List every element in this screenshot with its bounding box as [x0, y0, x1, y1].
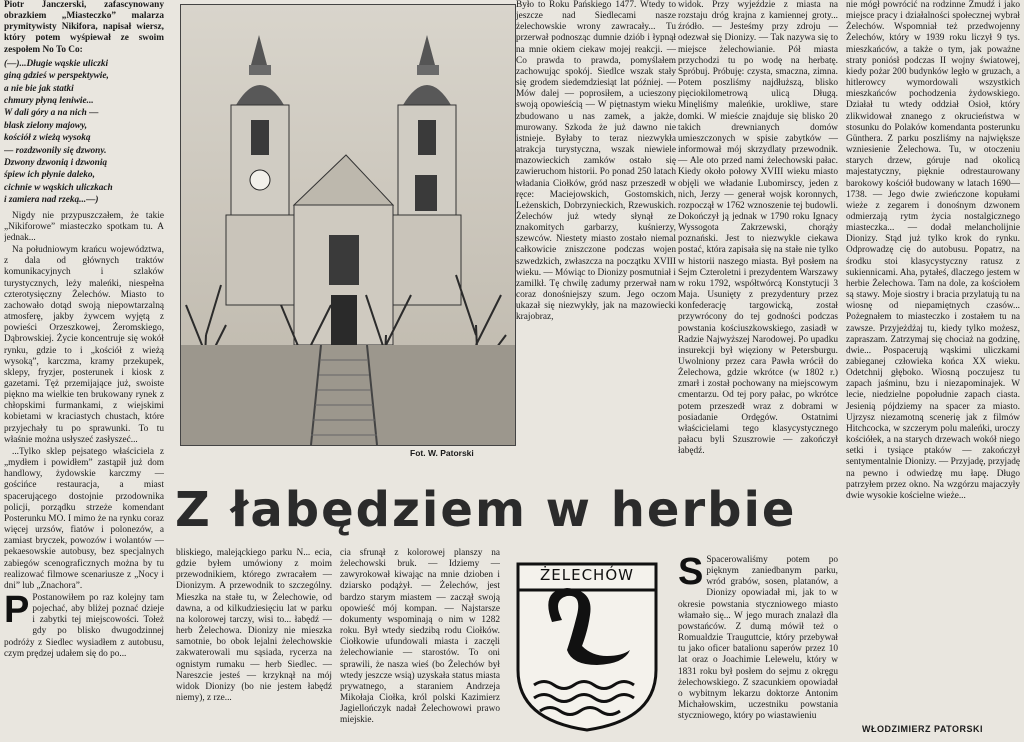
paragraph-text: Spacerowaliśmy potem po pięknym zaniedbanym parku, wród grabów, sosen, platanów, a Dionizy opowiadał mi, jak to w okresie powstania styczniowego miasto włamało się... W jego murach znalazł dla powstańców. Z dumą mówił też o Romualdzie Trauguttcie, który przebywał tu jako oficer batalionu saperów przez 10 lat oraz o Joachimie Lelewelu, który w 1831 roku był posłem do sejmu z okręgu żelechowskiego. Z szacunkiem opowiadał o wybitnym lekarzu doktorze Antonim Michałowskim, uczestniku powstania styczniowego, który po wiastawieniu	[678, 555, 838, 722]
poem-line: kościół z wieżą wysoką	[4, 133, 91, 144]
dropcap-p: P	[4, 588, 30, 631]
paragraph: cia sfrunął z kolorowej planszy na żelechowski bruk. — Idziemy — zawyrokował kiwając na mnie dzioben i dziarsko podążył. — Żelechów, jest bardzo starym miastem — zaczął swoją opowieść mój kompan. — Najstarsze dokumenty wspominają o nim w 1282 roku. Był wtedy siedzibą rodu Ciołków. Ciołkowie ufundowali miasta i zaczęli żelechowianie — starostów. To oni sprawili, że nasza wieś (bo Żelechów był wtedy jeszcze wsią) uzyskała status miasta prywatnego, a staraniem Andrzeja Mikołaja Ciołka, król polski Kazimierz Jagiellończyk nadał Żelechowowi prawo miejskie.	[340, 548, 500, 726]
author-byline: WŁODZIMIERZ PATORSKI	[862, 724, 983, 734]
coat-of-arms	[512, 560, 662, 732]
column-6	[846, 0, 1020, 718]
column-4	[516, 0, 676, 480]
paragraph: widok. Przy wyjeździe z miasta na rozstaju dróg krajna z kamiennej groty... źródło. — Jesteśmy przy zdroju — odezwał się Dionizy. — Tak nazywa się to miejsce żelechowianie. Pół miasta przychodzi tu po wodę na herbatę. Spróbuj. Próbuję: czysta, smaczna, zimna. Potem poszliśmy najdłuższą, blisko pięciokilometrową ulicą Długą. Minęliśmy maleńkie, urokliwe, stare domki. W mieście znajduje się blisko 20 takich drewnianych domów umieszczonych w spisie zabytków — informował mój skrzydlaty przewodnik. — Ale oto przed nami żelechowski pałac. Kiedy około połowy XVIII wieku miasto objęli we władanie Lubomirscy, jeden z nich, Jerzy — generał wojsk koronnych, rozpoczął w 1762 wznoszenie tej budowli. Dokończył ją jednak w 1790 roku Ignacy Wyssogota Zakrzewski, chorąży poznański. Jest to niezwykle ciekawa postać, która zapisała się na stałe nie tylko w historii naszego miasta. Był posłem na Sejm Czteroletni i prezydentem Warszawy w roku 1792, współtwórcą Konstytucji 3 Maja. Usunięty z prezydentury przez konfederację targowicką, został przywrócony do tej godności podczas powstania kościuszkowskiego, zasiadł w Radzie Najwyższej Narodowej. Po upadku insurekcji był więziony w Petersburgu. Uwolniony przez cara Pawła wrócił do Żelechowa, gdzie wkrótce (w 1802 r.) zmarł i został pochowany na miejscowym cmentarzu. Od tej pory pałac, po wkrótce potem przeszedł wraz z dobrami w posiadanie Ordęgów. Ostatnimi właścicielami tego klasycystycznego pałacu byli Szuszrowie — zakończył łabędź.	[678, 0, 838, 457]
column-2-bottom	[176, 548, 332, 742]
poem-line: blask zielony majowy,	[4, 120, 88, 131]
poem-line: (—)...Długie wąskie uliczki	[4, 58, 109, 69]
paragraph: Nigdy nie przypuszczałem, że takie „Nikiforowe” miasteczko spotkam tu. A jednak...	[4, 210, 164, 243]
paragraph: nie mógł powrócić na rodzinne Żmudź i jako miejsce pracy i działalności społecznej wybrał Żelechów. Wspomniał też przedwojenny Żelechów, który w 1939 roku liczył 9 tys. mieszkańców, a także o tym, jak poważne straty poniósł podczas II wojny światowej, kiedy pożar 200 budynków legło w gruzach, a hitlerowcy wymordowali wszystkich mieszkańców pochodzenia żydowskiego. Działał tu wtedy oddział Osioł, który zlikwidował znanego z okrucieństwa w stosunku do Polaków komendanta posterunku Günthera. Z parku poszliśmy na największe wzniesienie Żelechowa. Tu, w otoczeniu starych drzew, góruje nad okolicą majestatyczny, pięknie odrestaurowany barokowy kościół budowany w latach 1690—1738. — Jego dwie zwieńczone kopułami wieże z zegarem i donośnym dzwonem odmierzają rytm życia nostalgicznego miasteczka... — dodał melancholijnie Dionizy. Stąd już tylko krok do rynku. Odprowadzę cię do autobusu. Popatrz, na środku stoi klasycystyczny ratusz z sukiennicami. Aha, pytałeś, dlaczego jestem w herbie Żelechowa. Tam na dole, za kościołem są stawy. Moje siostry i bracia przylatują tu na wiosnę od niepamiętnych czasów... Pożegnałem to miasteczko i zostałem tu na zawsze. Przyjeżdżaj tu, kiedy tylko możesz, zapraszam. Zatrzymaj się chociaż na godzinę, dwie... Pospacerują wąskimi uliczkami zabieganej człowieka końca XX wieku. Odetchnij głęboko. Wiosną poczujesz tu zapach jaśminu, bzu i niezapominajek. W lecie, niedzielne popołudnie zapach ciasta. Jesienią pójdziemy na spacer za miasto. Ujrzysz niezamotną scenerię jak z filmów Hitchcocka, w szczerym polu maleńki, uroczy kościółek, a na starych drzewach wokół niego setki i tysiące ptaków — zakończył sentymentalnie Dionizy. — Przyjadę, przyjadę na pewno i odwiedzę mu łapę. Długo patrzyłem przez okno. Na wzgórzu majaczyły dwie wysokie kościelne wieże...	[846, 0, 1020, 501]
poem-line: a nie bie jak statki	[4, 83, 74, 94]
poem-line: chmury płyną leniwie...	[4, 96, 94, 106]
photo-caption: Fot. W. Patorski	[410, 448, 474, 458]
poem-line: i zamiera nad rzeką...—)	[4, 195, 99, 206]
intro-paragraph: Piotr Janczerski, zafascynowany obrazkiem „Miasteczko” malarza prymitywisty Nikifora, napisał wiersz, który potem wyśpiewał ze swoim zespołem No To Co:	[4, 0, 164, 55]
paragraph-dropcap	[4, 588, 164, 660]
column-3-bottom	[340, 548, 500, 742]
dropcap-s: S	[678, 555, 704, 593]
column-5	[678, 0, 838, 545]
paragraph-dropcap	[678, 555, 838, 722]
poem-line: Dzwony dzwonią i dzwonią	[4, 158, 108, 169]
paragraph: Na południowym krańcu województwa, z dala od głównych traktów komunikacyjnych i szlaków turystycznych, leży maleńki, niespełna czterotysięczny Żelechów. Miasto to zachowało dotąd swoją niepowtarzalną atmosferę, jakby żywcem wyjętą z powieści Orzeszkowej, Żeromskiego, Dąbrowskiej. Życie koncentruje się wokół rynku, gdzie to i „kościół z wieżą wysoką”, karczma, kramy przekupek, sklepy, fryzjer, posterunek i kiosk z gazetami. Tęż przemijające już, swoiste piękno ma wielkie ten brukowany rynek z chłopskimi furmankami, z wiejskimi kobietami w kraciastych chustach, które przyjechały tu po sprawunki. To tu właśnie można usłyszeć zasłyszeć...	[4, 245, 164, 445]
poem-line: cichnie w wąskich uliczkach	[4, 182, 113, 193]
poem	[4, 58, 164, 207]
poem-line: śpiew ich płynie daleko,	[4, 170, 95, 181]
column-5-bottom	[678, 555, 838, 742]
poem-line: — rozdzwonily się dzwony.	[4, 145, 107, 156]
paragraph: Było to Roku Pańskiego 1477. Wtedy to jeszcze nad Siedlecami nasze żelechowskie wrony zawracały... Tu przerwał podnosząc dumnie dziób i łypnął na mnie okiem ciekaw mojej reakcji. — Co prawda to prawda, pomyślałem zachowując spokój. Siedlce wszak stały się grodem siedemdziesiąt lat później. — Mów dalej — poprosiłem, a ucieszony swoją opowieścią — W piętnastym wieku zbudowano u nas zamek, a jakże, murowany. Szkoda że już dawno nie istnieje. Byłaby to teraz niezwykła atrakcja turystyczna, wszak niewiele mazowieckich zamków ostało się zawieruchom historii. Po ponad 250 latach władania Ciołków, gród nasz przeszedł w ręce: Maciejowskich, Gostomskich, Leżenskich, Dobrzynieckich, Rzewuskich. Żelechów już wtedy słynął ze znakomitych garbarzy, kuśnierzy, szewców. Niestety miasto zostało niemal całkowicie zniszczone podczas wojen szwedzkich, zwłaszcza na początku XVIII wieku. — Mówiąc to Dionizy posmutniał i zamilkł. Tę chwilę zadumy przerwał nam coraz donośniejszy szum. Jego oczom ukazał się niezwykły, jak na mazowiecki krajobraz,	[516, 0, 676, 323]
crest-town-label: ŻELECHÓW	[540, 566, 634, 584]
poem-line: giną gdzieś w perspektywie,	[4, 71, 109, 82]
church-photo	[180, 4, 516, 446]
paragraph: ...Tylko sklep pejsatego właściciela z „mydłem i powidłem” zastąpił już dom handlowy, żydowskie karczmy — gościńce restauracja, a miast spacerującego dostojnie przodownika policji, porządku strzeże komendant Posterunku MO. I mimo że na rynku coraz więcej urzsów, fiatów i polonezów, a zamiast bryczek, powozów i wolantów — pekaesowskie autobusy, bez specjalnych zabiegów scenograficznych można by tu realizować filmowe scenariusze z „Nocy i dni” lub „Znachora”.	[4, 446, 164, 591]
article-headline: Z łabędziem w herbie	[175, 482, 797, 538]
column-1	[4, 0, 164, 742]
paragraph: bliskiego, malejąckiego parku N... ecia, gdzie byłem umówiony z moim przewodnikiem, którego zwracałem — Dionizym. A przewodnik to szczególny. Mieszka na stałe tu, w Żelechowie, od dawna, a od kilkudziesięciu lat w parku na kolorowej tarczy, wisi to... łabędź — herb Żelechowa. Dionizy nie mieszka samotnie, bo obok lejalni żelechowskie zakwaterowali mu sąsiada, rycerza na ognistym rumaku — herb Siedlec. — Nareszcie jesteś — krzyknął na mój widok Dionizy (bo nie jestem łabędź niemy), z rze...	[176, 548, 332, 704]
poem-line: W dali góry a na nich —	[4, 108, 99, 119]
paragraph-text: Postanowiłem po raz kolejny tam pojechać, aby bliżej poznać dzieje i zabytki tej miejscowości. Tołeż gdy po blisko dwugodzinnej podróży z Siedlec wysiadłem z autobusu, czym prędzej udałem się do po...	[4, 592, 164, 659]
